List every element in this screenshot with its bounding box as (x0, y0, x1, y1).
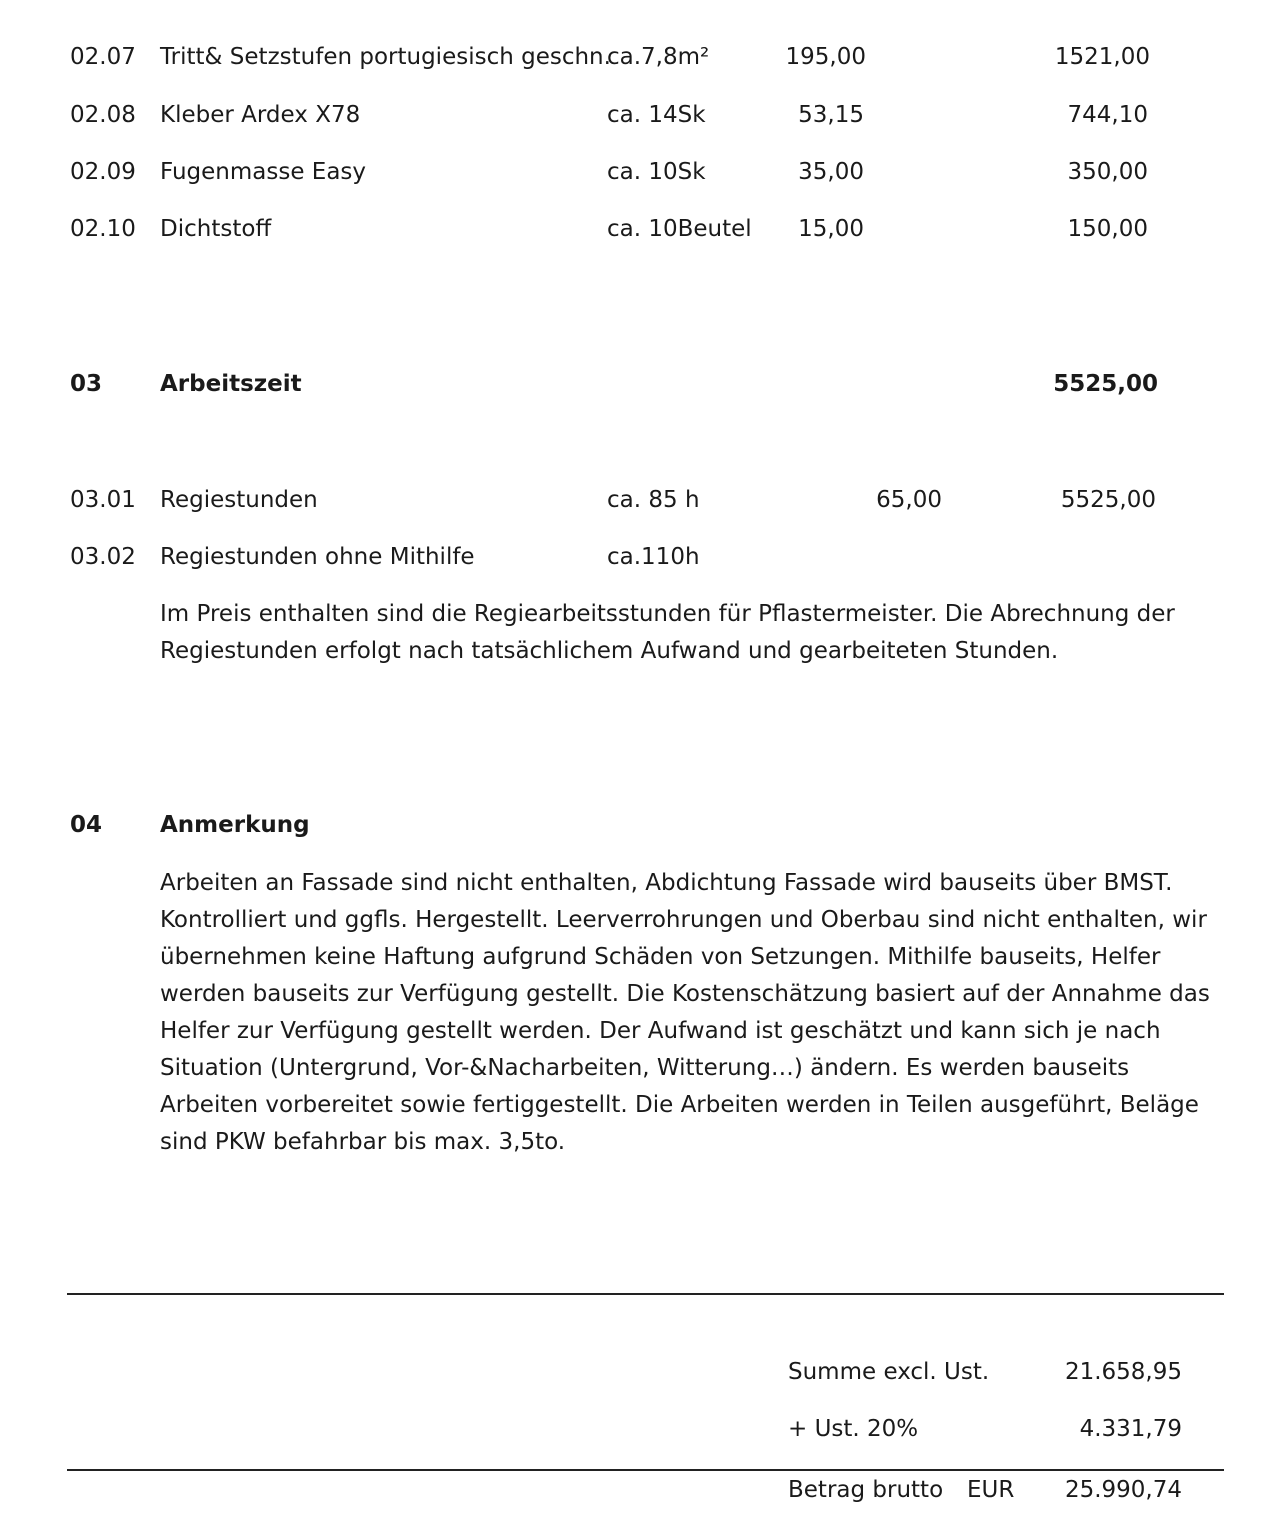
item-total: 150,00 (1067, 216, 1148, 242)
item-number: 02.07 (70, 44, 136, 70)
item-description: Regiestunden ohne Mithilfe (160, 544, 475, 570)
currency-label: EUR (967, 1477, 1015, 1503)
vat-label: + Ust. 20% (788, 1416, 919, 1442)
section-number: 04 (70, 812, 103, 838)
item-quantity: ca.7,8m² (607, 44, 710, 70)
gross-value: 25.990,74 (1064, 1477, 1182, 1503)
gross-label: Betrag brutto (788, 1477, 944, 1503)
divider-line-top (67, 1293, 1224, 1295)
item-number: 03.02 (70, 544, 136, 570)
item-number: 02.10 (70, 216, 136, 242)
section-number: 03 (70, 371, 103, 397)
item-number: 02.08 (70, 102, 136, 128)
section-03-note: Im Preis enthalten sind die Regiearbeitsstunden für Pflastermeister. Die Abrechnung der Regiestunden erfolgt nach tatsächlichem Aufwand und gearbeiteten Stunden. (160, 601, 1175, 664)
item-quantity: ca.110h (607, 544, 700, 570)
item-total: 744,10 (1067, 102, 1148, 128)
item-quantity: ca. 14Sk (607, 102, 706, 128)
item-description: Dichtstoff (160, 216, 272, 242)
item-total: 5525,00 (1060, 487, 1156, 513)
item-total: 1521,00 (1054, 44, 1150, 70)
item-unit-price: 53,15 (798, 102, 864, 128)
vat-value: 4.331,79 (1079, 1416, 1182, 1442)
section-title: Anmerkung (160, 812, 310, 838)
item-unit-price: 15,00 (798, 216, 864, 242)
item-number: 02.09 (70, 159, 136, 185)
item-description: Fugenmasse Easy (160, 159, 367, 185)
item-description: Kleber Ardex X78 (160, 102, 361, 128)
net-value: 21.658,95 (1064, 1359, 1182, 1385)
item-unit-price: 35,00 (798, 159, 864, 185)
item-quantity: ca. 10Beutel (607, 216, 752, 242)
item-unit-price: 195,00 (785, 44, 866, 70)
item-quantity: ca. 10Sk (607, 159, 706, 185)
section-title: Arbeitszeit (160, 371, 302, 397)
item-quantity: ca. 85 h (607, 487, 700, 513)
divider-line-bottom (67, 1469, 1224, 1471)
section-04-remarks: Arbeiten an Fassade sind nicht enthalten, Abdichtung Fassade wird bauseits über BMST. Kontrolliert und ggfls. Hergestellt. Leerverrohrungen und Oberbau sind nicht enthalten, wir übernehmen keine Haftung aufgrund Schäden von Setzungen. Mithilfe bauseits, Helfer werden bauseits zur Verfügung gestellt. Die Kostenschätzung basiert auf der Annahme das Helfer zur Verfügung gestellt werden. Der Aufwand ist geschätzt und kann sich je nach Situation (Untergrund, Vor-&Nacharbeiten, Witterung…) ändern. Es werden bauseits Arbeiten vorbereitet sowie fertiggestellt. Die Arbeiten werden in Teilen ausgeführt, Beläge sind PKW befahrbar bis max. 3,5to. (160, 870, 1210, 1155)
item-description: Regiestunden (160, 487, 318, 513)
item-description: Tritt& Setzstufen portugiesisch geschn. (160, 44, 611, 70)
item-unit-price: 65,00 (876, 487, 942, 513)
item-total: 350,00 (1067, 159, 1148, 185)
section-total: 5525,00 (1053, 371, 1158, 397)
net-label: Summe excl. Ust. (788, 1359, 990, 1385)
item-number: 03.01 (70, 487, 136, 513)
